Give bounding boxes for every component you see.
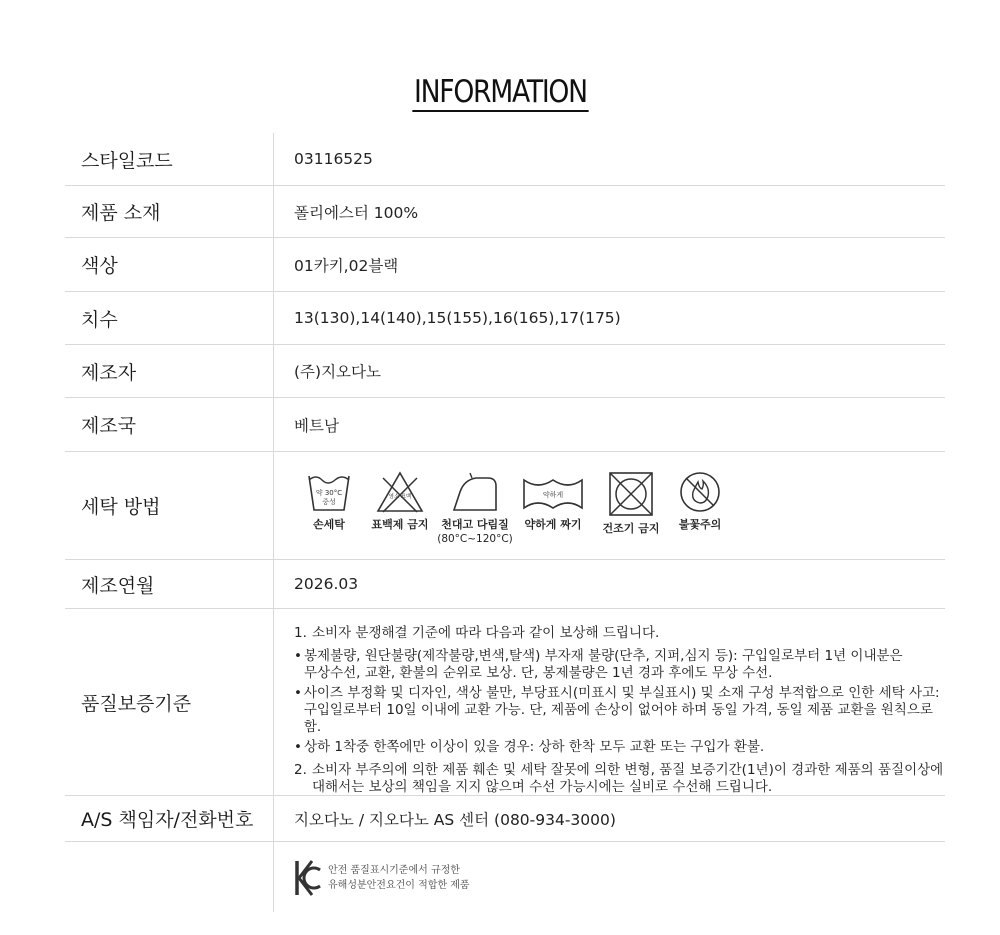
item-line: 대해서는 보상의 책임을 지지 않으며 수선 가능시에는 실비로 수선해 드립니다. xyxy=(312,779,773,795)
care-iron xyxy=(436,470,514,546)
quality-item-1 xyxy=(294,625,944,642)
care-label: 손세탁 xyxy=(313,518,345,531)
bullet-line: 구입일로부터 10일 이내에 교환 가능. 단, 제품에 손상이 없어야 하며 동일 가격, 동일 제품 교환을 원칙으로 함. xyxy=(303,702,933,735)
kc-mark-icon xyxy=(294,859,322,897)
bullet-line: 무상수선, 교환, 환불의 순위로 보상. 단, 봉제불량은 1년 경과 후에도 무상 수선. xyxy=(304,665,773,681)
item-text: 소비자 분쟁해결 기준에 따라 다음과 같이 보상해 드립니다. xyxy=(312,625,660,641)
row-label: 제품 소재 xyxy=(81,202,161,224)
care-inner-text: 중성 xyxy=(322,498,336,506)
row-value: 13(130),14(140),15(155),16(165),17(175) xyxy=(294,309,621,327)
iron-icon xyxy=(450,470,500,514)
care-inner-text: 약 30°C xyxy=(315,489,343,497)
page-title: INFORMATION xyxy=(413,74,587,110)
care-label: 불꽃주의 xyxy=(678,518,722,531)
care-fire-caution xyxy=(670,470,730,546)
row-value: (주)지오다노 xyxy=(294,363,381,381)
bullet-dot: • xyxy=(294,739,302,755)
row-material xyxy=(65,186,945,238)
item-line: 소비자 부주의에 의한 제품 훼손 및 세탁 잘못에 의한 변형, 품질 보증기간(1년)이 경과한 제품의 품질이상에 xyxy=(312,762,944,778)
row-value: 폴리에스터 100% xyxy=(294,203,419,222)
care-label: 건조기 금지 xyxy=(602,522,660,535)
row-style-code xyxy=(65,133,945,186)
row-label: 제조국 xyxy=(81,415,137,437)
care-icons xyxy=(294,470,730,546)
row-label: 치수 xyxy=(81,308,118,331)
care-inner-text: 약하게 xyxy=(542,491,564,499)
quality-bullet xyxy=(294,739,944,756)
care-label: 약하게 짜기 xyxy=(524,518,582,531)
row-wash-method xyxy=(65,452,945,560)
kc-line: 유해성분안전요건이 적합한 제품 xyxy=(328,880,470,891)
row-label: 스타일코드 xyxy=(81,149,173,172)
item-text xyxy=(312,762,943,796)
row-size xyxy=(65,292,945,345)
row-manufacture-date xyxy=(65,560,945,609)
care-inner-text: 표백 xyxy=(400,494,412,500)
row-label: 제조자 xyxy=(81,361,137,384)
care-label: 천대고 다림질 xyxy=(441,518,509,531)
bullet-dot: • xyxy=(294,685,302,701)
kc-text xyxy=(328,863,470,893)
item-number: 1. xyxy=(294,625,307,641)
bullet-line: 봉제불량, 원단불량(제작불량,변색,탈색) 부자재 불량(단추, 지퍼,심지 등): 구입일로부터 1년 이내분은 xyxy=(304,648,903,664)
info-table xyxy=(65,133,945,912)
fire-caution-icon xyxy=(678,470,722,514)
care-no-bleach xyxy=(364,470,436,546)
row-label: 색상 xyxy=(81,255,118,277)
row-value: 지오다노 / 지오다노 AS 센터 (080-934-3000) xyxy=(294,810,616,829)
care-no-tumble-dry xyxy=(592,470,670,546)
care-hand-wash xyxy=(294,470,364,546)
kc-line: 안전 품질표시기준에서 규정한 xyxy=(328,865,460,876)
row-color xyxy=(65,238,945,292)
care-inner-text: 염소 xyxy=(388,494,400,500)
care-wring-gently xyxy=(514,470,592,546)
row-value: 01카키,02블랙 xyxy=(294,256,399,275)
no-bleach-icon xyxy=(375,470,425,514)
bullet-dot: • xyxy=(294,648,302,664)
bullet-text xyxy=(304,648,903,682)
row-kc-certification xyxy=(65,842,945,912)
wring-gently-icon xyxy=(522,470,584,514)
row-country xyxy=(65,398,945,452)
bullet-line: 사이즈 부정확 및 디자인, 색상 불만, 부당표시(미표시 및 부실표시) 및 소재 구성 부적합으로 인한 세탁 사고: xyxy=(303,685,940,701)
row-manufacturer xyxy=(65,345,945,398)
row-quality-guarantee xyxy=(65,609,945,796)
quality-bullet xyxy=(294,648,944,682)
row-value: 03116525 xyxy=(294,150,373,168)
row-label: 품질보증기준 xyxy=(81,692,192,715)
care-sub: (80°C~120°C) xyxy=(437,533,513,545)
quality-bullet xyxy=(294,685,944,736)
kc-certification xyxy=(294,859,470,897)
quality-item-2 xyxy=(294,762,944,796)
row-value: 2026.03 xyxy=(294,575,359,593)
row-label: 제조연월 xyxy=(81,574,155,597)
item-number: 2. xyxy=(294,762,307,778)
row-as-contact xyxy=(65,796,945,842)
care-label: 표백제 금지 xyxy=(371,518,429,531)
bullet-text xyxy=(304,685,944,736)
bullet-line: 상하 1착중 한쪽에만 이상이 있을 경우: 상하 한착 모두 교환 또는 구입가 환불. xyxy=(304,739,765,755)
title-wrap xyxy=(0,74,1000,112)
row-label: 세탁 방법 xyxy=(81,496,161,518)
row-label: A/S 책임자/전화번호 xyxy=(81,809,254,831)
row-value: 베트남 xyxy=(294,416,339,435)
no-tumble-dry-icon xyxy=(607,470,655,518)
hand-wash-icon xyxy=(306,470,352,514)
quality-guarantee-text xyxy=(294,625,944,796)
